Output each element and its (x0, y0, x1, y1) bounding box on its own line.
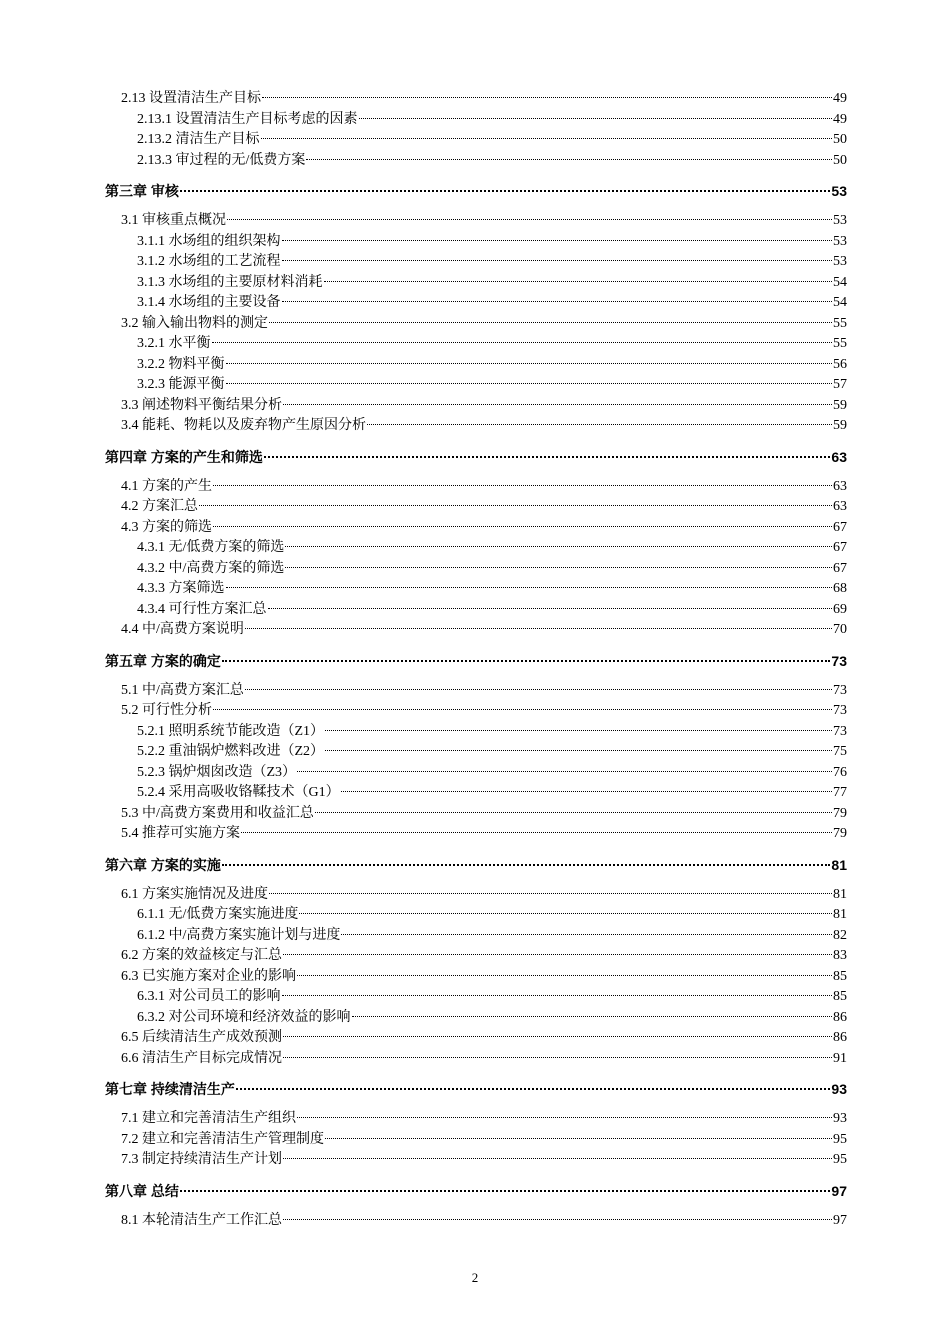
toc-entry-label: 2.13.2 清洁生产目标 (137, 132, 260, 147)
dot-leader (222, 864, 831, 866)
toc-entry-label: 6.3.1 对公司员工的影响 (137, 989, 281, 1004)
toc-entry-label: 2.13.1 设置清洁生产目标考虑的因素 (137, 111, 358, 127)
toc-entry-page-number: 97 (833, 1212, 847, 1228)
dot-leader (213, 709, 832, 710)
table-of-contents (105, 89, 847, 1231)
toc-entry-label: 4.2 方案汇总 (121, 499, 198, 514)
toc-entry[interactable] (105, 783, 847, 804)
dot-leader (283, 404, 832, 405)
toc-entry[interactable] (105, 151, 847, 172)
toc-entry-page-number: 49 (833, 91, 847, 106)
toc-entry-page-number: 50 (833, 132, 847, 147)
dot-leader (282, 240, 833, 241)
toc-entry[interactable] (105, 130, 847, 151)
dot-leader (227, 219, 832, 220)
toc-entry[interactable] (105, 681, 847, 702)
toc-entry-label: 7.2 建立和完善清洁生产管理制度 (121, 1131, 324, 1147)
toc-entry[interactable] (105, 1008, 847, 1029)
toc-entry-label: 3.3 阐述物料平衡结果分析 (121, 397, 282, 413)
toc-entry-page-number: 50 (833, 152, 847, 168)
toc-entry-label: 6.1.1 无/低费方案实施进度 (137, 907, 299, 922)
toc-entry-page-number: 81 (831, 856, 847, 873)
toc-entry-label: 3.4 能耗、物耗以及废弃物产生原因分析 (121, 418, 366, 433)
toc-entry[interactable] (105, 252, 847, 273)
toc-entry-label: 4.3.1 无/低费方案的筛选 (137, 540, 285, 555)
toc-chapter-entry[interactable] (105, 181, 847, 201)
toc-entry-label: 3.1.3 水场组的主要原材料消耗 (137, 274, 323, 290)
toc-entry-page-number: 67 (833, 540, 847, 555)
toc-entry-page-number: 83 (833, 948, 847, 963)
dot-leader (297, 771, 832, 772)
toc-entry[interactable] (105, 905, 847, 926)
dot-leader (261, 138, 833, 139)
dot-leader (282, 995, 833, 996)
dot-leader (264, 456, 831, 458)
toc-chapter-entry[interactable] (105, 1181, 847, 1201)
toc-entry-page-number: 85 (833, 989, 847, 1004)
dot-leader (268, 608, 833, 609)
toc-entry-label: 5.3 中/高费方案费用和收益汇总 (121, 805, 314, 821)
dot-leader (283, 1036, 832, 1037)
toc-entry-label: 6.1.2 中/高费方案实施计划与进度 (137, 927, 341, 943)
toc-entry-page-number: 95 (833, 1131, 847, 1147)
toc-entry-page-number: 86 (833, 1009, 847, 1025)
toc-entry-label: 3.2.2 物料平衡 (137, 356, 225, 372)
toc-entry-label: 第四章 方案的产生和筛选 (105, 448, 263, 465)
dot-leader (222, 660, 831, 662)
dot-leader (199, 505, 832, 506)
dot-leader (226, 383, 833, 384)
toc-entry-page-number: 91 (833, 1050, 847, 1066)
toc-entry-page-number: 53 (833, 233, 847, 249)
toc-entry[interactable] (105, 946, 847, 967)
toc-entry[interactable] (105, 314, 847, 335)
toc-entry[interactable] (105, 579, 847, 600)
dot-leader (283, 1158, 832, 1159)
toc-entry[interactable] (105, 375, 847, 396)
dot-leader (213, 526, 832, 527)
toc-entry-label: 3.2.3 能源平衡 (137, 377, 225, 392)
toc-entry-page-number: 70 (833, 622, 847, 637)
toc-entry-label: 6.3.2 对公司环境和经济效益的影响 (137, 1009, 351, 1025)
toc-entry-label: 3.1.2 水场组的工艺流程 (137, 254, 281, 269)
toc-entry[interactable] (105, 742, 847, 763)
toc-entry-page-number: 63 (831, 448, 847, 465)
toc-entry-page-number: 82 (833, 927, 847, 943)
dot-leader (341, 791, 832, 792)
toc-entry-label: 6.2 方案的效益核定与汇总 (121, 948, 282, 963)
toc-entry-page-number: 81 (833, 907, 847, 922)
toc-entry[interactable] (105, 293, 847, 314)
toc-entry-label: 第六章 方案的实施 (105, 856, 221, 873)
dot-leader (285, 546, 832, 547)
toc-entry[interactable] (105, 600, 847, 621)
dot-leader (241, 832, 832, 833)
toc-entry[interactable] (105, 967, 847, 988)
toc-entry-label: 5.1 中/高费方案汇总 (121, 682, 244, 698)
toc-entry-page-number: 54 (833, 274, 847, 290)
toc-entry-page-number: 93 (831, 1081, 847, 1097)
dot-leader (325, 1138, 832, 1139)
toc-entry[interactable] (105, 232, 847, 253)
toc-entry[interactable] (105, 987, 847, 1008)
toc-entry[interactable] (105, 620, 847, 641)
dot-leader (262, 97, 832, 98)
toc-entry-page-number: 57 (833, 377, 847, 392)
toc-entry-page-number: 56 (833, 356, 847, 372)
toc-chapter-entry[interactable] (105, 855, 847, 875)
toc-entry-label: 6.3 已实施方案对企业的影响 (121, 968, 296, 984)
dot-leader (245, 689, 832, 690)
toc-entry[interactable] (105, 355, 847, 376)
toc-entry-page-number: 59 (833, 418, 847, 433)
toc-entry-label: 3.2 输入输出物料的测定 (121, 315, 268, 331)
toc-entry-label: 第五章 方案的确定 (105, 652, 221, 669)
toc-entry-page-number: 55 (833, 315, 847, 331)
toc-entry-label: 4.3 方案的筛选 (121, 519, 212, 535)
dot-leader (367, 424, 832, 425)
toc-entry[interactable] (105, 1049, 847, 1070)
dot-leader (283, 1219, 832, 1220)
toc-entry-label: 第八章 总结 (105, 1182, 179, 1199)
toc-entry[interactable] (105, 1109, 847, 1130)
dot-leader (269, 322, 832, 323)
toc-entry-label: 2.13.3 审过程的无/低费方案 (137, 152, 306, 168)
toc-entry-label: 5.2.2 重油锅炉燃料改进（Z2） (137, 744, 325, 759)
dot-leader (315, 812, 832, 813)
toc-entry-label: 3.1.1 水场组的组织架构 (137, 233, 281, 249)
toc-entry[interactable] (105, 211, 847, 232)
toc-entry-page-number: 53 (831, 183, 847, 199)
dot-leader (226, 587, 833, 588)
toc-entry[interactable] (105, 416, 847, 437)
toc-entry-page-number: 63 (833, 499, 847, 514)
toc-entry[interactable] (105, 701, 847, 722)
dot-leader (269, 893, 832, 894)
dot-leader (297, 975, 832, 976)
toc-entry-page-number: 53 (833, 213, 847, 228)
toc-entry-page-number: 75 (833, 744, 847, 759)
dot-leader (359, 118, 833, 119)
dot-leader (226, 363, 833, 364)
toc-entry[interactable] (105, 518, 847, 539)
dot-leader (283, 1057, 832, 1058)
toc-entry-page-number: 93 (833, 1111, 847, 1126)
toc-entry-label: 3.2.1 水平衡 (137, 336, 211, 351)
dot-leader (324, 281, 833, 282)
toc-entry-page-number: 68 (833, 581, 847, 596)
toc-entry-label: 4.3.2 中/高费方案的筛选 (137, 560, 285, 576)
toc-entry[interactable] (105, 89, 847, 110)
toc-entry-page-number: 67 (833, 560, 847, 576)
toc-chapter-entry[interactable] (105, 447, 847, 467)
toc-entry-label: 8.1 本轮清洁生产工作汇总 (121, 1212, 282, 1228)
toc-entry-page-number: 73 (833, 723, 847, 739)
toc-entry-label: 4.3.4 可行性方案汇总 (137, 601, 267, 617)
toc-entry[interactable] (105, 273, 847, 294)
toc-entry[interactable] (105, 110, 847, 131)
dot-leader (212, 342, 833, 343)
toc-entry-label: 7.1 建立和完善清洁生产组织 (121, 1111, 296, 1126)
dot-leader (245, 628, 832, 629)
page-number: 2 (471, 1270, 479, 1285)
dot-leader (282, 301, 833, 302)
toc-entry[interactable] (105, 477, 847, 498)
toc-entry-page-number: 53 (833, 254, 847, 269)
toc-entry-page-number: 86 (833, 1030, 847, 1045)
dot-leader (299, 913, 832, 914)
toc-entry-label: 5.2.4 采用高吸收铬鞣技术（G1） (137, 785, 340, 800)
dot-leader (180, 190, 831, 192)
toc-entry-label: 3.1 审核重点概况 (121, 213, 226, 228)
dot-leader (341, 934, 832, 935)
toc-entry[interactable] (105, 1150, 847, 1171)
toc-entry[interactable] (105, 926, 847, 947)
dot-leader (283, 954, 832, 955)
toc-entry-page-number: 55 (833, 336, 847, 351)
toc-chapter-entry[interactable] (105, 1079, 847, 1099)
toc-entry-page-number: 97 (831, 1182, 847, 1199)
toc-entry-label: 7.3 制定持续清洁生产计划 (121, 1152, 282, 1167)
toc-entry-page-number: 73 (833, 703, 847, 718)
toc-entry[interactable] (105, 804, 847, 825)
toc-entry-label: 5.2.1 照明系统节能改造（Z1） (137, 723, 325, 739)
toc-entry-page-number: 95 (833, 1152, 847, 1167)
toc-entry-label: 6.6 清洁生产目标完成情况 (121, 1050, 282, 1066)
toc-entry-page-number: 79 (833, 826, 847, 841)
toc-entry[interactable] (105, 559, 847, 580)
dot-leader (306, 159, 832, 160)
toc-entry-page-number: 76 (833, 764, 847, 780)
toc-entry-label: 4.4 中/高费方案说明 (121, 622, 244, 637)
dot-leader (213, 485, 832, 486)
toc-entry-label: 第七章 持续清洁生产 (105, 1081, 235, 1097)
toc-entry-page-number: 79 (833, 805, 847, 821)
toc-entry[interactable] (105, 396, 847, 417)
dot-leader (285, 567, 832, 568)
toc-entry-label: 第三章 审核 (105, 183, 179, 199)
toc-entry[interactable] (105, 538, 847, 559)
toc-entry[interactable] (105, 1028, 847, 1049)
toc-entry-page-number: 54 (833, 295, 847, 310)
dot-leader (352, 1016, 833, 1017)
toc-entry-label: 6.5 后续清洁生产成效预测 (121, 1030, 282, 1045)
toc-entry[interactable] (105, 334, 847, 355)
toc-entry-label: 5.2.3 锅炉烟囱改造（Z3） (137, 764, 297, 780)
toc-entry-page-number: 77 (833, 785, 847, 800)
toc-entry-label: 2.13 设置清洁生产目标 (121, 91, 261, 106)
dot-leader (325, 730, 832, 731)
toc-entry[interactable] (105, 722, 847, 743)
dot-leader (236, 1088, 831, 1090)
dot-leader (297, 1117, 832, 1118)
toc-entry[interactable] (105, 824, 847, 845)
toc-entry-page-number: 85 (833, 968, 847, 984)
toc-entry-page-number: 69 (833, 601, 847, 617)
toc-entry-label: 5.4 推荐可实施方案 (121, 826, 240, 841)
toc-entry-page-number: 73 (833, 682, 847, 698)
toc-entry-page-number: 63 (833, 478, 847, 494)
toc-entry[interactable] (105, 1211, 847, 1232)
toc-entry-page-number: 73 (831, 652, 847, 669)
toc-entry[interactable] (105, 885, 847, 906)
toc-entry-page-number: 81 (833, 886, 847, 902)
toc-entry[interactable] (105, 497, 847, 518)
dot-leader (180, 1190, 831, 1192)
toc-entry[interactable] (105, 763, 847, 784)
dot-leader (325, 750, 832, 751)
toc-entry[interactable] (105, 1130, 847, 1151)
toc-entry-label: 6.1 方案实施情况及进度 (121, 886, 268, 902)
toc-chapter-entry[interactable] (105, 651, 847, 671)
toc-entry-label: 4.3.3 方案筛选 (137, 581, 225, 596)
toc-entry-label: 3.1.4 水场组的主要设备 (137, 295, 281, 310)
toc-entry-page-number: 59 (833, 397, 847, 413)
toc-entry-page-number: 67 (833, 519, 847, 535)
dot-leader (282, 260, 833, 261)
toc-entry-label: 4.1 方案的产生 (121, 478, 212, 494)
toc-entry-label: 5.2 可行性分析 (121, 703, 212, 718)
toc-entry-page-number: 49 (833, 111, 847, 127)
